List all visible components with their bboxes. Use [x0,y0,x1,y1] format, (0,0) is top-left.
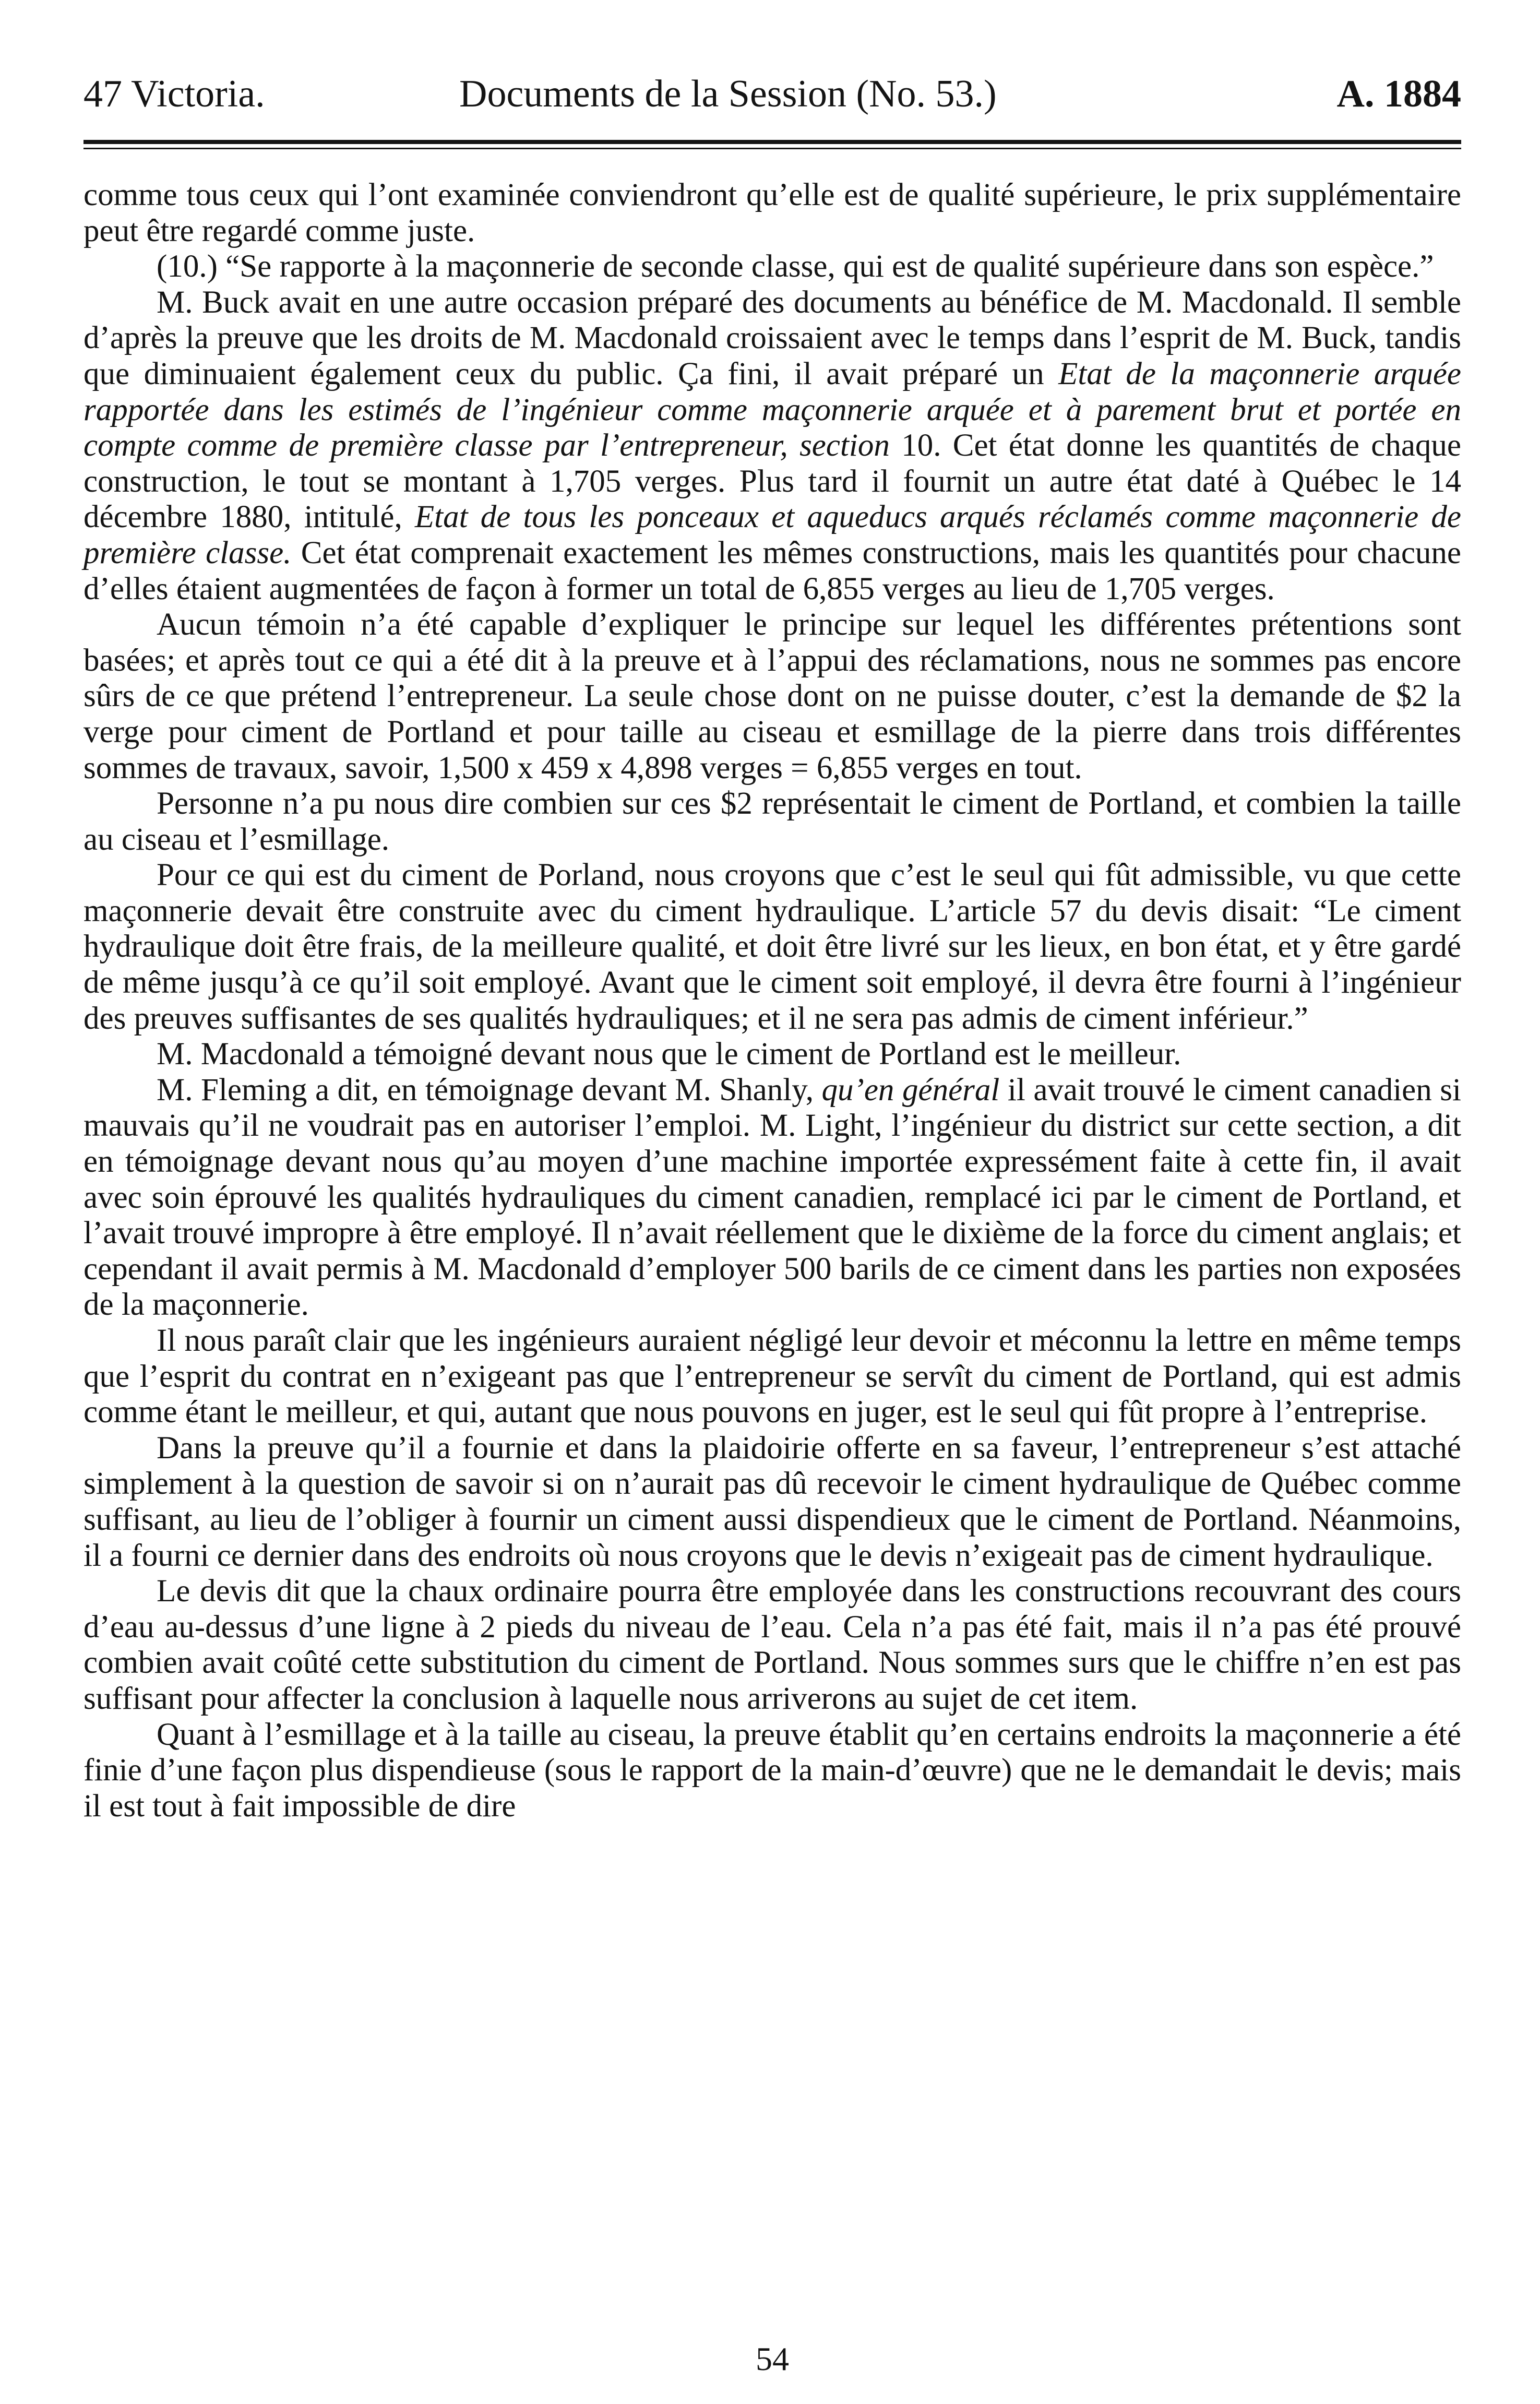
header-double-rule [83,140,1461,149]
paragraph-1: comme tous ceux qui l’ont examinée conviendront qu’elle est de qualité supérieure, le prix supplémentaire peut être regardé comme juste. [83,177,1461,248]
paragraph-3-italic-title-1: Etat de la maçonnerie arquée rapportée dans les estimés de l’ingénieur comme maçonnerie arquée et à parement brut et portée en compte comme de première classe par l’entrepreneur, section [83,356,1461,463]
paragraph-2: (10.) “Se rapporte à la maçonnerie de seconde classe, qui est de qualité supérieure dans son espèce.” [157,249,1434,284]
paragraph-10: Dans la preuve qu’il a fournie et dans la plaidoirie offerte en sa faveur, l’entrepreneur s’est attaché simplement à la question de savoir si on n’aurait pas dû recevoir le ciment hydraulique de Québec comme suffisant, au lieu de l’obliger à fournir un ciment aussi dispendieux que le ciment de Portland. Néanmoins, il a fourni ce dernier dans des endroits où nous croyons que le devis n’exigeait pas de ciment hydraulique. [83,1430,1461,1573]
header-title: Documents de la Session (No. 53.) [459,73,997,115]
body-text [83,177,1461,1824]
paragraph-9: Il nous paraît clair que les ingénieurs auraient négligé leur devoir et méconnu la lettre en même temps que l’esprit du contrat en n’exigeant pas que l’entrepreneur se servît du ciment de Portland, qui est admis comme étant le meilleur, et qui, autant que nous pouvons en juger, est le seul qui fût propre à l’entreprise. [83,1323,1461,1430]
header-volume: 47 Victoria. [83,73,265,115]
paragraph-5: Personne n’a pu nous dire combien sur ces $2 représentait le ciment de Portland, et combien la taille au ciseau et l’esmillage. [83,786,1461,857]
paragraph-8-text-c: il avait trouvé le ciment canadien si mauvais qu’il ne voudrait pas en autoriser l’emploi. M. Light, l’ingénieur du district sur cette section, a dit en témoignage devant nous qu’au moyen d’une machine importée expressément faite à cette fin, il avait avec soin éprouvé les qualités hydrauliques du ciment canadien, remplacé ici par le ciment de Portland, et l’avait trouvé impropre à être employé. Il n’avait réellement que le dixième de la force du ciment anglais; et cependant il avait permis à M. Macdonald d’employer 500 barils de ce ciment dans les parties non exposées de la maçonnerie. [83,1072,1461,1323]
paragraph-4: Aucun témoin n’a été capable d’expliquer le principe sur lequel les différentes prétentions sont basées; et après tout ce qui a été dit à la preuve et à l’appui des réclamations, nous ne sommes pas encore sûrs de ce que prétend l’entrepreneur. La seule chose dont on ne puisse douter, c’est la demande de $2 la verge pour ciment de Portland et pour taille au ciseau et esmillage de la pierre dans trois différentes sommes de travaux, savoir, 1,500 x 459 x 4,898 verges = 6,855 verges en tout. [83,607,1461,786]
paragraph-12: Quant à l’esmillage et à la taille au ciseau, la preuve établit qu’en certains endroits la maçonnerie a été finie d’une façon plus dispendieuse (sous le rapport de la main-d’œuvre) que ne le demandait le devis; mais il est tout à fait impossible de dire [83,1717,1461,1824]
paragraph-8-text-a: M. Fleming a dit, en témoignage devant M. Shanly, [157,1072,822,1108]
header-year: A. 1884 [1336,73,1461,115]
running-header [83,63,1461,125]
paragraph-3-text-c: 10. Cet état donne les quantités de chaque construction, le tout se montant à 1,705 verges. Plus tard il fournit un autre état daté à Québec le 14 décembre 1880, intitulé, [83,428,1461,535]
paragraph-3-italic-title-2: Etat de tous les ponceaux et aqueducs arqués réclamés comme maçonnerie de première classe. [83,499,1461,570]
paragraph-3-text-a: M. Buck avait en une autre occasion préparé des documents au bénéfice de M. Macdonald. Il semble d’après la preuve que les droits de M. Macdonald croissaient avec le temps dans l’esprit de M. Buck, tandis que diminuaient également ceux du public. Ça fini, il avait préparé un [83,284,1461,391]
paragraph-8 [83,1073,1461,1323]
paragraph-11: Le devis dit que la chaux ordinaire pourra être employée dans les constructions recouvrant des cours d’eau au-dessus d’une ligne à 2 pieds du niveau de l’eau. Cela n’a pas été fait, mais il n’a pas été prouvé combien avait coûté cette substitution du ciment de Portland. Nous sommes surs que le chiffre n’en est pas suffisant pour affecter la conclusion à laquelle nous arriverons au sujet de cet item. [83,1574,1461,1716]
paragraph-8-italic-phrase: qu’en général [821,1072,1000,1108]
paragraph-3-text-e: Cet état comprenait exactement les mêmes constructions, mais les quantités pour chacune d’elles étaient augmentées de façon à former un total de 6,855 verges au lieu de 1,705 verges. [83,535,1461,606]
paragraph-3 [83,285,1461,607]
paragraph-7: M. Macdonald a témoigné devant nous que le ciment de Portland est le meilleur. [157,1037,1181,1072]
page-number: 54 [756,2340,789,2377]
paragraph-6: Pour ce qui est du ciment de Porland, nous croyons que c’est le seul qui fût admissible, vu que cette maçonnerie devait être construite avec du ciment hydraulique. L’article 57 du devis disait: “Le ciment hydraulique doit être frais, de la meilleure qualité, et doit être livré sur les lieux, en bon état, et y être gardé de même jusqu’à ce qu’il soit employé. Avant que le ciment soit employé, il devra être fourni à l’ingénieur des preuves suffisantes de ses qualités hydrauliques; et il ne sera pas admis de ciment inférieur.” [83,858,1461,1036]
document-page [83,0,1461,2404]
